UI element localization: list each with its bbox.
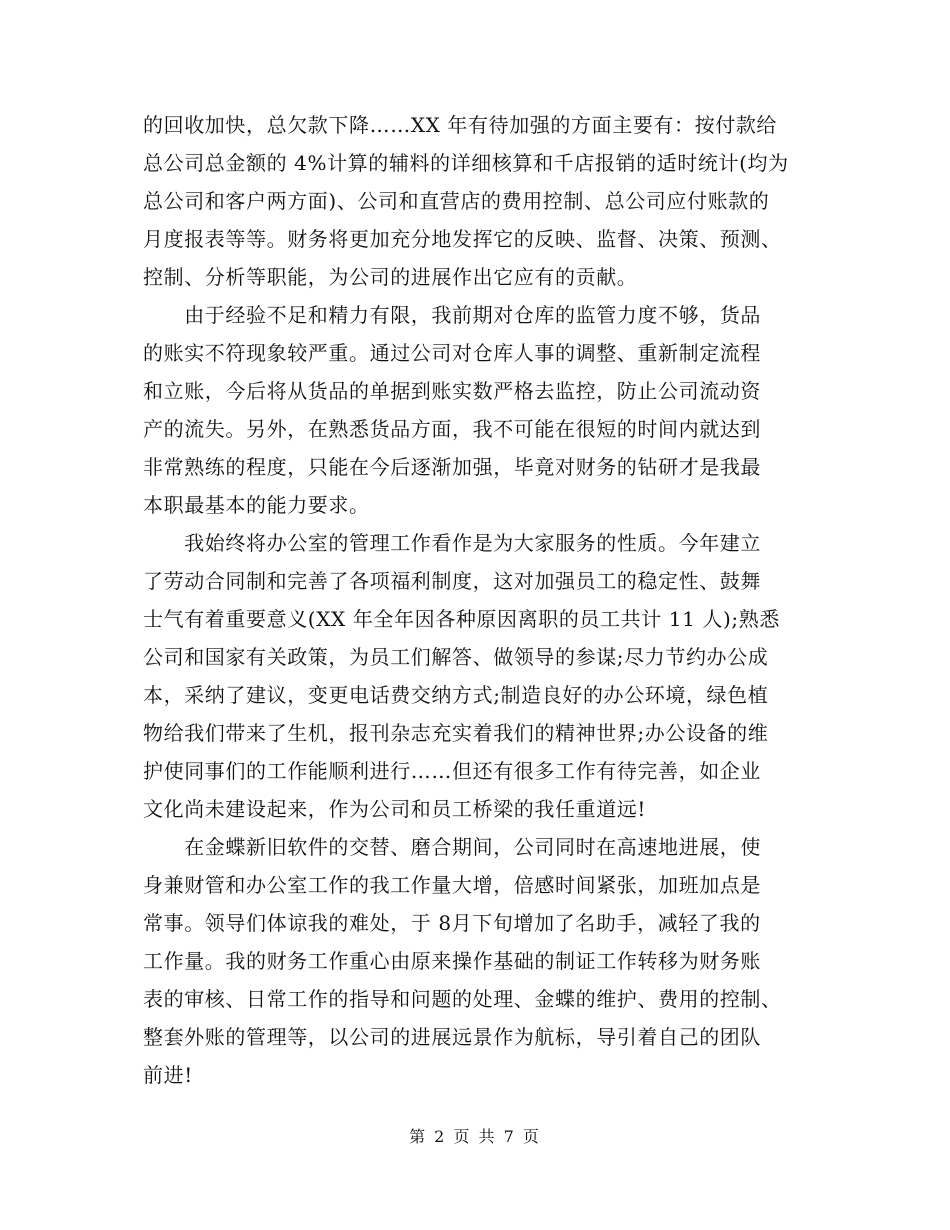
body-text-line: 了劳动合同制和完善了各项福利制度，这对加强员工的稳定性、鼓舞 xyxy=(143,569,761,593)
body-text-line: 公司和国家有关政策，为员工们解答、做领导的参谋;尽力节约办公成 xyxy=(143,645,769,669)
body-text-line: 非常熟练的程度，只能在今后逐渐加强，毕竟对财务的钻研才是我最 xyxy=(143,455,761,479)
body-text-line: 控制、分析等职能，为公司的进展作出它应有的贡献。 xyxy=(143,265,638,289)
body-text-line: 身兼财管和办公室工作的我工作量大增，倍感时间紧张，加班加点是 xyxy=(143,873,761,897)
body-text-line: 的回收加快，总欠款下降……XX 年有待加强的方面主要有：按付款给 xyxy=(143,113,778,137)
body-text-line: 月度报表等等。财务将更加充分地发挥它的反映、监督、决策、预测、 xyxy=(143,227,782,251)
body-text-line: 总公司总金额的 4%计算的辅料的详细核算和千店报销的适时统计(均为 xyxy=(143,151,789,175)
body-text-line: 由于经验不足和精力有限，我前期对仓库的监管力度不够，货品 xyxy=(143,303,761,327)
body-text-line: 我始终将办公室的管理工作看作是为大家服务的性质。今年建立 xyxy=(143,531,761,555)
body-text-line: 产的流失。另外，在熟悉货品方面，我不可能在很短的时间内就达到 xyxy=(143,417,761,441)
body-text-line: 常事。领导们体谅我的难处，于 8月下旬增加了名助手，减轻了我的 xyxy=(143,911,761,935)
body-text-line: 物给我们带来了生机，报刊杂志充实着我们的精神世界;办公设备的维 xyxy=(143,721,769,745)
body-text-line: 总公司和客户两方面)、公司和直营店的费用控制、总公司应付账款的 xyxy=(143,189,770,213)
body-text-line: 整套外账的管理等，以公司的进展远景作为航标，导引着自己的团队 xyxy=(143,1025,761,1049)
page-number-footer: 第 2 页 共 7 页 xyxy=(409,1127,541,1146)
body-text-line: 护使同事们的工作能顺利进行……但还有很多工作有待完善，如企业 xyxy=(143,759,761,783)
body-text-line: 本职最基本的能力要求。 xyxy=(143,493,370,517)
body-text-line: 表的审核、日常工作的指导和问题的处理、金蝶的维护、费用的控制、 xyxy=(143,987,782,1011)
body-text-line: 工作量。我的财务工作重心由原来操作基础的制证工作转移为财务账 xyxy=(143,949,761,973)
body-text-line: 文化尚未建设起来，作为公司和员工桥梁的我任重道远! xyxy=(143,797,647,821)
body-text-line: 本，采纳了建议，变更电话费交纳方式;制造良好的办公环境，绿色植 xyxy=(143,683,769,707)
body-text-line: 在金蝶新旧软件的交替、磨合期间，公司同时在高速地进展，使 xyxy=(143,835,761,859)
body-text-line: 士气有着重要意义(XX 年全年因各种原因离职的员工共计 11 人);熟悉 xyxy=(143,607,780,631)
body-text-line: 和立账，今后将从货品的单据到账实数严格去监控，防止公司流动资 xyxy=(143,379,761,403)
body-text-line: 的账实不符现象较严重。通过公司对仓库人事的调整、重新制定流程 xyxy=(143,341,761,365)
body-text-line: 前进! xyxy=(143,1063,193,1087)
